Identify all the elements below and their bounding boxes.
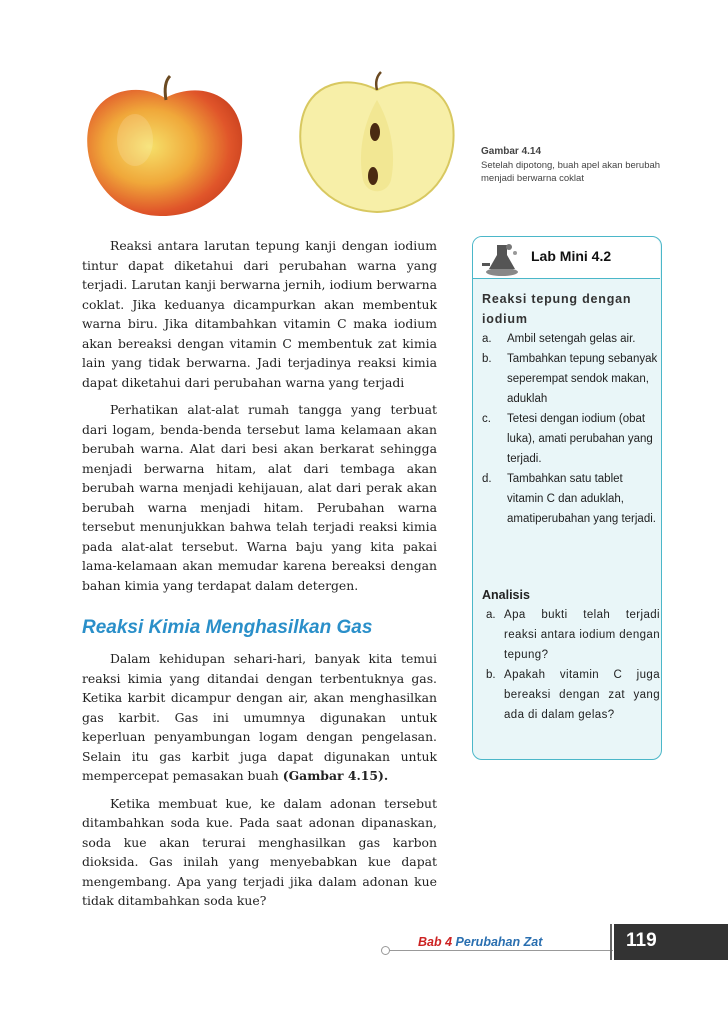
step-marker: a. <box>482 333 492 345</box>
lab-mini-header <box>473 237 660 279</box>
footer-separator <box>610 924 612 960</box>
footer-dot-ornament <box>381 946 390 955</box>
whole-apple-image <box>80 70 250 220</box>
question-marker: a. <box>486 609 496 621</box>
footer-rule <box>385 950 613 951</box>
lab-mini-subtitle: Reaksi tepung dengan iodium <box>482 292 632 326</box>
step-marker: c. <box>482 413 491 425</box>
section-heading: Reaksi Kimia Menghasilkan Gas <box>82 617 373 638</box>
chapter-number: Bab 4 <box>418 935 453 949</box>
list-item <box>482 469 660 529</box>
step-text: Tambahkan tepung sebanyak seperempat sendok makan, aduklah <box>507 353 658 405</box>
lab-mini-title: Lab Mini 4.2 <box>531 248 612 264</box>
paragraph-gas <box>82 649 437 786</box>
figure-reference: (Gambar 4.15). <box>282 768 389 783</box>
lab-mini-box <box>472 236 662 760</box>
list-item <box>482 329 660 349</box>
apple-figure <box>80 70 460 220</box>
paragraph-gas-text: Dalam kehidupan sehari-hari, banyak kita temui reaksi kimia yang ditandai dengan terbentuknya gas. Ketika karbit dicampur dengan air, akan menghasilkan gas karbit. Gas ini umumnya digunakan untuk keperluan penyambungan logam dengan pengelasan. Selain itu gas karbit juga dapat digunakan untuk mempercepat pemasakan buah <box>82 651 437 783</box>
lab-steps-list <box>482 329 660 529</box>
footer-chapter <box>418 935 542 949</box>
figure-caption <box>481 146 661 185</box>
step-text: Ambil setengah gelas air. <box>507 333 636 345</box>
paragraph-iodine: Reaksi antara larutan tepung kanji dengan iodium tintur dapat diketahui dari perubahan warna yang terjadi. Larutan kanji berwarna jernih, iodium berwarna coklat. Jika keduanya dicampurkan akan membentuk warna biru. Jika ditambahkan vitamin C maka iodium akan bereaksi dengan vitamin C membentuk zat kimia lain yang tidak berwarna. Jadi terjadinya reaksi kimia dapat diketahui dari perubahan warna yang terjadi <box>82 238 437 390</box>
cut-apple-image <box>295 70 460 215</box>
page-number: 119 <box>626 930 657 951</box>
question-text: Apakah vitamin C juga bereaksi dengan zat yang ada di dalam gelas? <box>504 669 660 721</box>
analysis-title: Analisis <box>482 588 530 602</box>
analysis-section <box>482 585 660 725</box>
step-marker: d. <box>482 473 492 485</box>
step-text: Tambahkan satu tablet vitamin C dan aduklah, amatiperubahan yang terjadi. <box>507 473 656 525</box>
paragraph-metal: Perhatikan alat-alat rumah tangga yang terbuat dari logam, benda-benda tersebut lama kelamaan akan berubah warna. Alat dari besi akan berkarat sehingga menjadi berwarna hitam, alat dari tembaga akan berubah warna menjadi kehijauan, alat dari perak akan berubah warna menjadi hitam. Perubahan warna tersebut menunjukkan bahwa telah terjadi reaksi kimia pada alat-alat tersebut. Warna baju yang kita pakai lama-kelamaan akan memudar karena bereaksi dengan bahan kimia yang terdapat dalam detergen. <box>82 402 437 593</box>
question-marker: b. <box>486 669 496 681</box>
question-text: Apa bukti telah terjadi reaksi antara iodium dengan tepung? <box>504 609 660 661</box>
caption-text: Setelah dipotong, buah apel akan berubah menjadi berwarna coklat <box>481 160 661 184</box>
list-item <box>482 409 660 469</box>
step-marker: b. <box>482 353 492 365</box>
main-text-column <box>82 236 437 911</box>
step-text: Tetesi dengan iodium (obat luka), amati perubahan yang terjadi. <box>507 413 653 465</box>
list-item <box>482 349 660 409</box>
list-item <box>482 665 660 725</box>
paragraph-cake: Ketika membuat kue, ke dalam adonan tersebut ditambahkan soda kue. Pada saat adonan dipanaskan, soda kue akan terurai menghasilkan gas karbon dioksida. Gas inilah yang menyebabkan kue dapat mengembang. Apa yang terjadi jika dalam adonan kue tidak ditambahkan soda kue? <box>82 795 437 908</box>
chapter-title: Perubahan Zat <box>455 935 543 949</box>
list-item <box>482 605 660 665</box>
caption-title: Gambar 4.14 <box>481 146 542 157</box>
lab-flask-icon <box>479 239 525 279</box>
